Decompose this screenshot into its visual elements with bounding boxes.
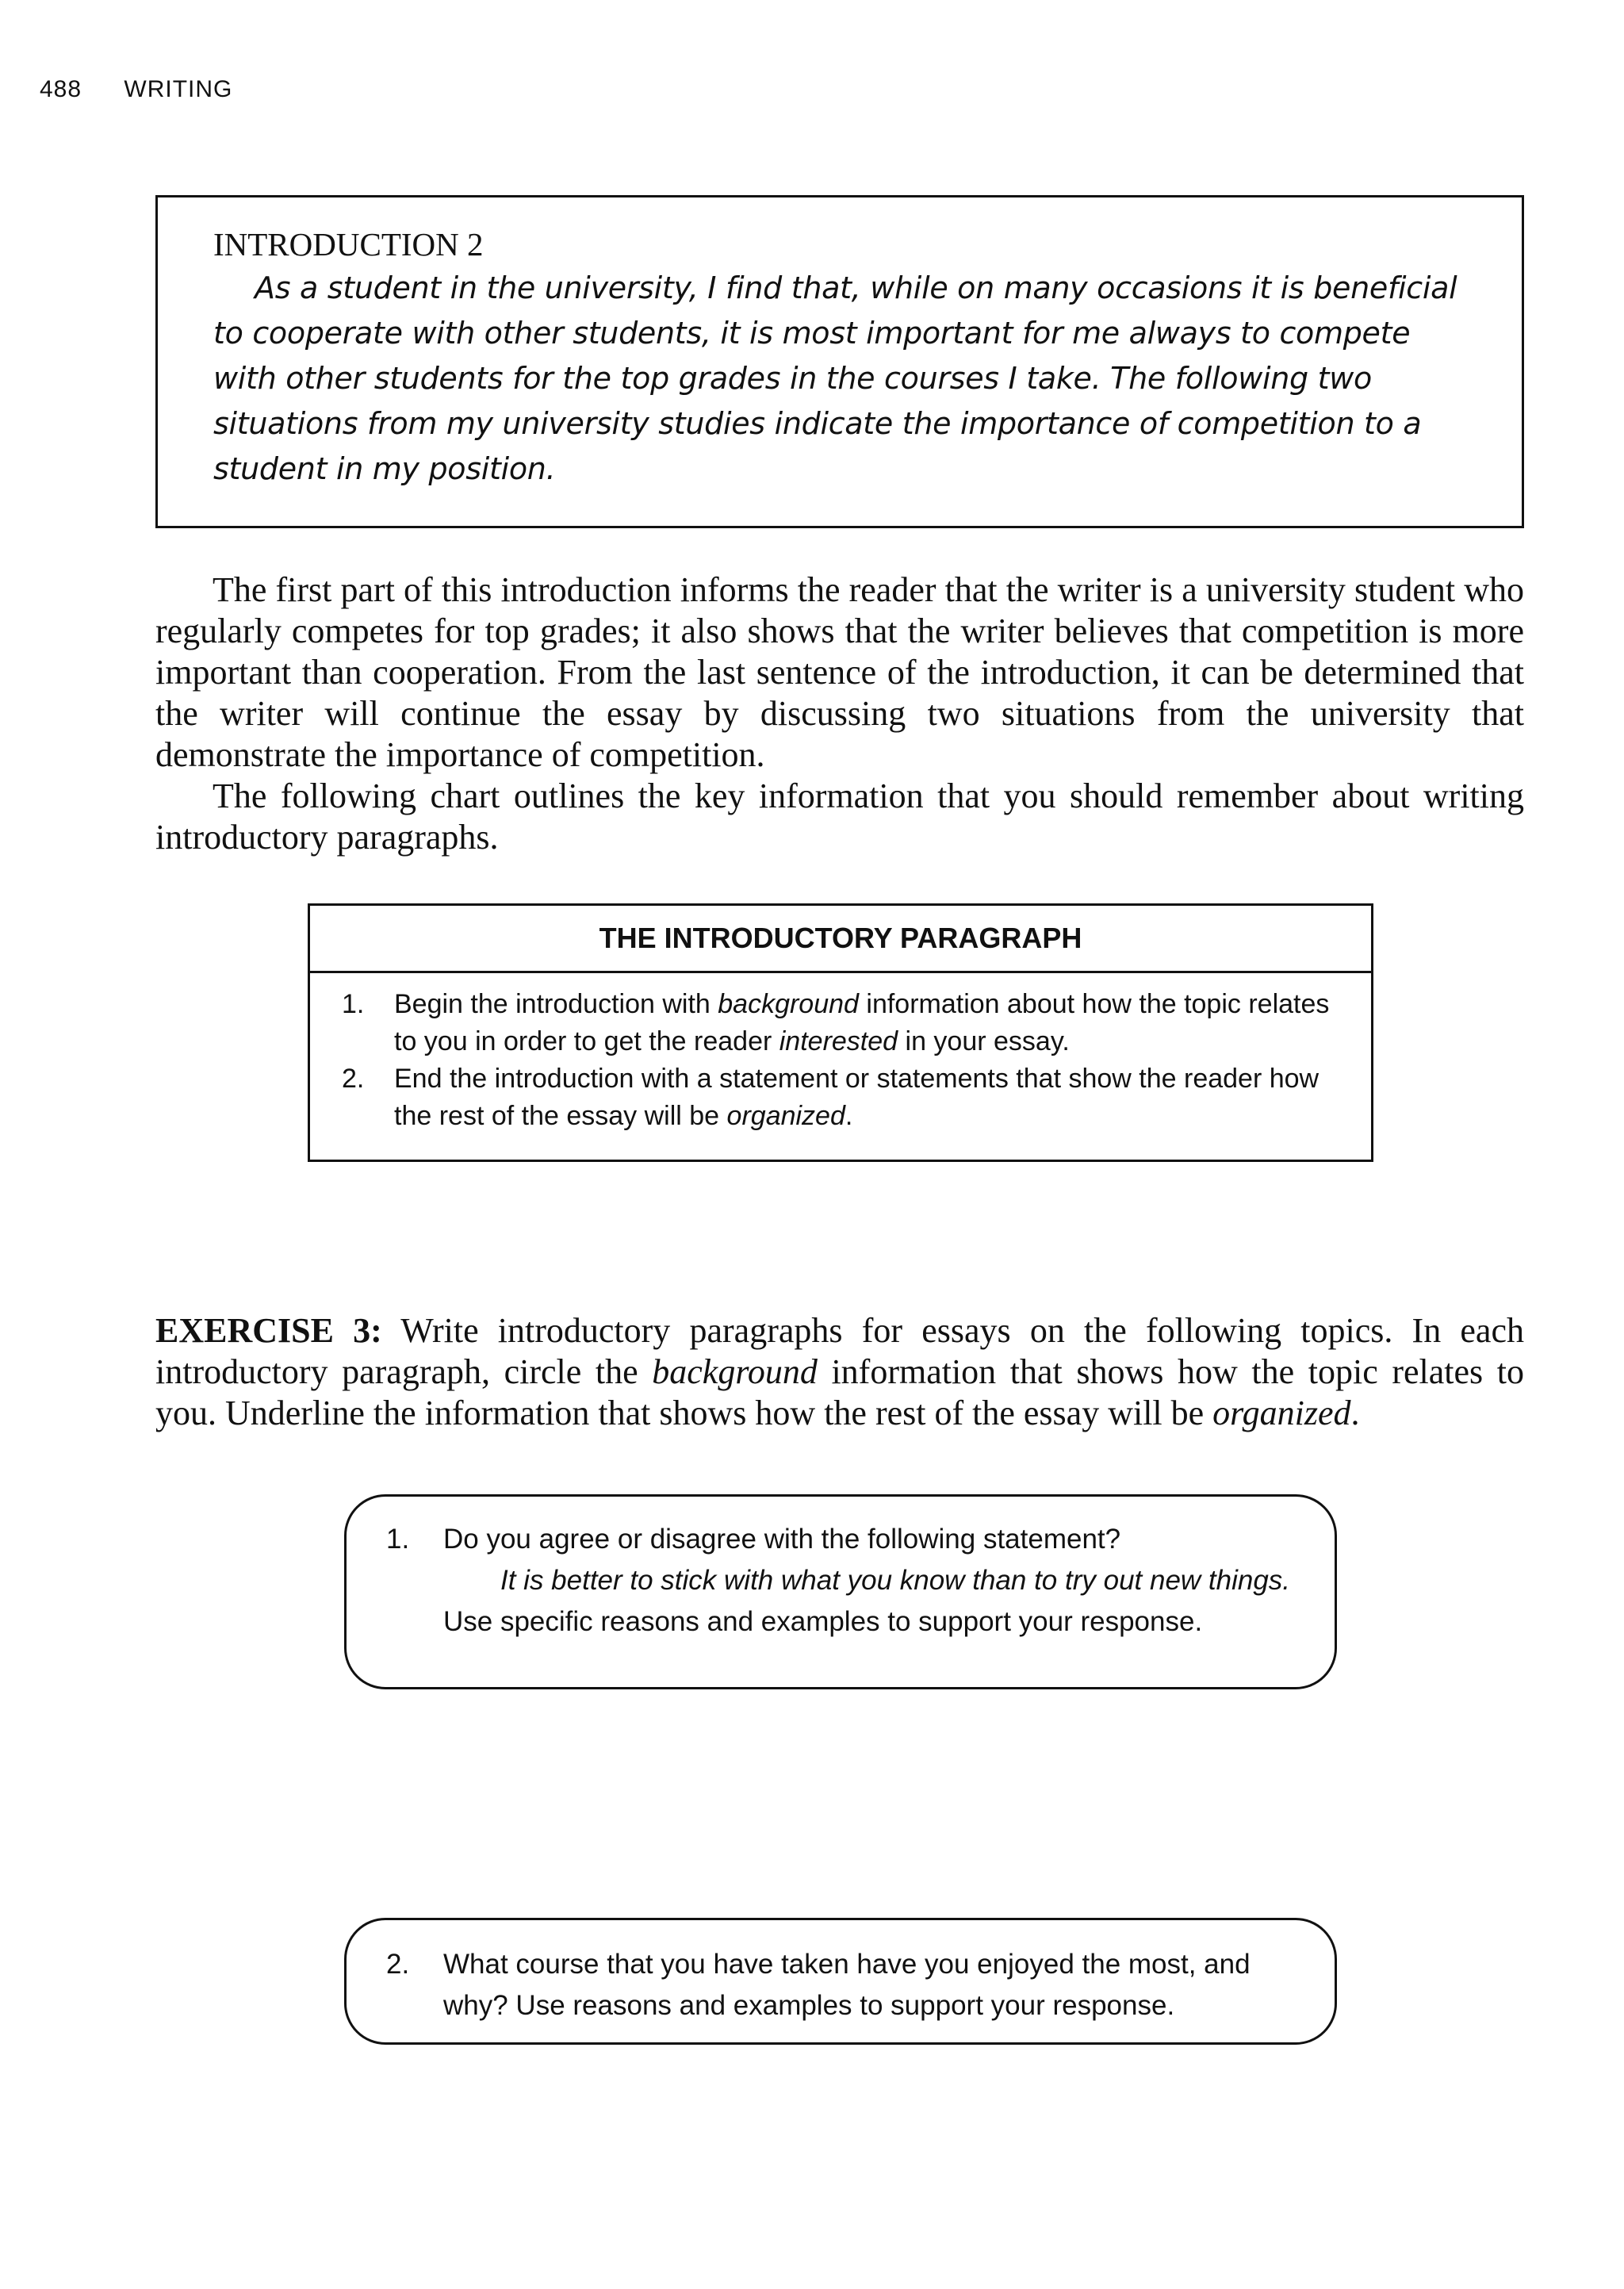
topic-question: Do you agree or disagree with the following statement? xyxy=(443,1524,1121,1555)
topic-box-1 xyxy=(344,1494,1337,1689)
page-number: 488 xyxy=(40,76,82,102)
topic-statement: It is better to stick with what you know than to try out new things. xyxy=(500,1565,1291,1596)
chart-item-number: 1. xyxy=(342,989,365,1019)
chart-list xyxy=(310,973,1371,1135)
explanation-text xyxy=(155,569,1524,858)
topic-instruction: Use specific reasons and examples to support your response. xyxy=(443,1606,1203,1637)
exercise-label: EXERCISE 3: xyxy=(155,1311,382,1350)
introduction-heading: INTRODUCTION 2 xyxy=(213,226,484,263)
exercise-instructions xyxy=(155,1310,1524,1434)
introductory-paragraph-chart xyxy=(308,903,1373,1162)
topic-number: 2. xyxy=(386,1949,410,1980)
topic-box-2 xyxy=(344,1918,1337,2045)
exercise-text: EXERCISE 3: Write introductory paragraphs for essays on the following topics. In each introductory paragraph, circle the background information that shows how the topic relates to you. Underline the information that shows how the rest of the essay will be organized. xyxy=(155,1311,1524,1432)
chart-title: THE INTRODUCTORY PARAGRAPH xyxy=(310,906,1371,973)
section-title: WRITING xyxy=(124,76,233,102)
chart-item-text: Begin the introduction with background information about how the topic relates to you in order to get the reader interested in your essay. xyxy=(394,989,1330,1056)
paragraph-1: The first part of this introduction informs the reader that the writer is a university student who regularly competes for top grades; it also shows that the writer believes that competition is more important than cooperation. From the last sentence of the introduction, it can be determined that the writer will continue the essay by discussing two situations from the university that demonstrate the importance of competition. xyxy=(155,570,1524,774)
chart-item-1 xyxy=(342,986,1339,1060)
page-header xyxy=(40,76,232,103)
topic-number: 1. xyxy=(386,1524,410,1555)
introduction-text: As a student in the university, I find that, while on many occasions it is beneficial to cooperate with other students, it is most important for me always to compete with other students for the top grades in the courses I take. The following two situations from my university studies indicate the importance of competition to a student in my position. xyxy=(213,270,1457,486)
paragraph-2: The following chart outlines the key information that you should remember about writing introductory paragraphs. xyxy=(155,776,1524,857)
chart-item-text: End the introduction with a statement or statements that show the reader how the rest of the essay will be organized. xyxy=(394,1064,1320,1131)
introduction-example-box xyxy=(155,195,1524,528)
chart-item-number: 2. xyxy=(342,1064,365,1094)
chart-item-2 xyxy=(342,1060,1339,1135)
topic-question: What course that you have taken have you enjoyed the most, and why? Use reasons and examples to support your response. xyxy=(443,1949,1251,2021)
